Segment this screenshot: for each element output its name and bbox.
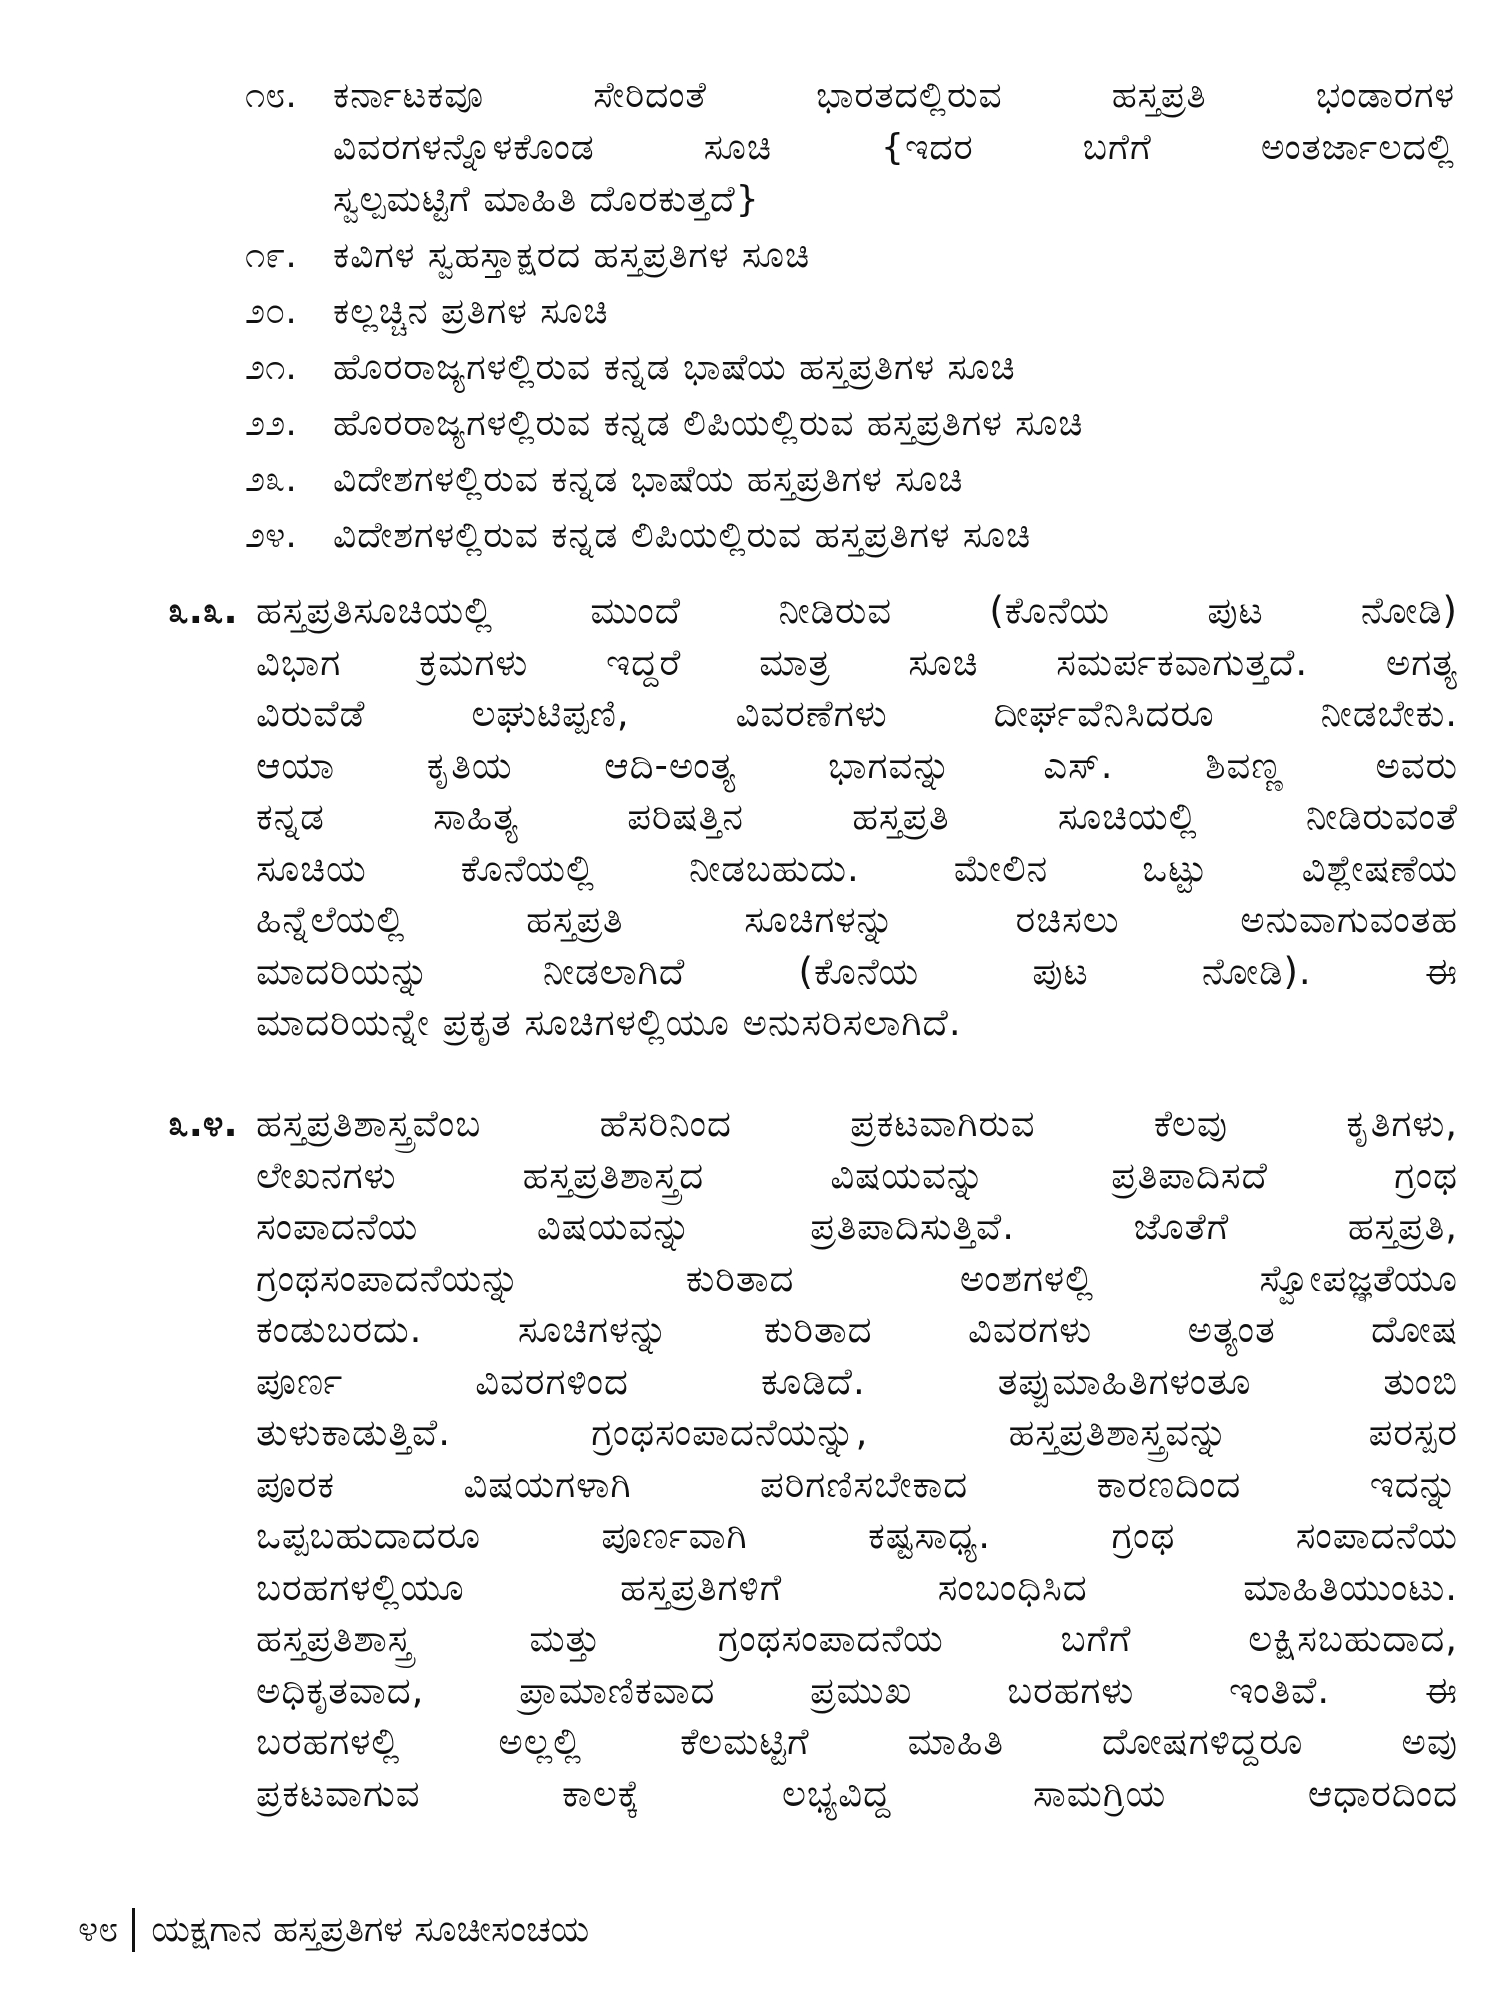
text-line: ಗ್ರಂಥಸಂಪಾದನೆಯನ್ನು ಕುರಿತಾದ ಅಂಶಗಳಲ್ಲಿ ಸ್ವೋಪಜ್ಞತೆಯೂ: [256, 1256, 1458, 1300]
list-item-number: ೨೦.: [245, 291, 297, 332]
text-line: ಒಪ್ಪಬಹುದಾದರೂ ಪೂರ್ಣವಾಗಿ ಕಷ್ಟಸಾಧ್ಯ. ಗ್ರಂಥ ಸಂಪಾದನೆಯ: [256, 1514, 1458, 1557]
paragraph-text: [256, 1098, 1458, 1819]
text-line: ಸಂಪಾದನೆಯ ವಿಷಯವನ್ನು ಪ್ರತಿಪಾದಿಸುತ್ತಿವೆ. ಜೊತೆಗೆ ಹಸ್ತಪ್ರತಿ,: [256, 1205, 1458, 1248]
list-item: [245, 230, 1455, 282]
page-number: ೪೮: [78, 1909, 119, 1950]
numbered-list: [245, 70, 1455, 566]
list-item: [245, 70, 1455, 226]
text-line: ಆಯಾ ಕೃತಿಯ ಆದಿ-ಅಂತ್ಯ ಭಾಗವನ್ನು ಎಸ್. ಶಿವಣ್ಣ ಅವರು: [256, 743, 1458, 787]
paragraph-3-3: [168, 585, 1458, 1049]
paragraph-3-4: [168, 1098, 1458, 1819]
text-line: ಪ್ರಕಟವಾಗುವ ಕಾಲಕ್ಕೆ ಲಭ್ಯವಿದ್ದ ಸಾಮಗ್ರಿಯ ಆಧಾರದಿಂದ: [256, 1771, 1458, 1815]
list-item-number: ೧೯.: [245, 235, 297, 276]
text-line: ಸೂಚಿಯ ಕೊನೆಯಲ್ಲಿ ನೀಡಬಹುದು. ಮೇಲಿನ ಒಟ್ಟು ವಿಶ್ಲೇಷಣೆಯ: [256, 846, 1458, 890]
text-line: ಅಧಿಕೃತವಾದ, ಪ್ರಾಮಾಣಿಕವಾದ ಪ್ರಮುಖ ಬರಹಗಳು ಇಂತಿವೆ. ಈ: [256, 1668, 1458, 1712]
text-line: ತುಳುಕಾಡುತ್ತಿವೆ. ಗ್ರಂಥಸಂಪಾದನೆಯನ್ನು, ಹಸ್ತಪ್ರತಿಶಾಸ್ತ್ರವನ್ನು ಪರಸ್ಪರ: [256, 1411, 1458, 1454]
text-line: ಬರಹಗಳಲ್ಲಿಯೂ ಹಸ್ತಪ್ರತಿಗಳಿಗೆ ಸಂಬಂಧಿಸಿದ ಮಾಹಿತಿಯುಂಟು.: [256, 1565, 1458, 1609]
list-item: [245, 398, 1455, 450]
list-item: [245, 286, 1455, 338]
text-line: ಮಾದರಿಯನ್ನೇ ಪ್ರಕೃತ ಸೂಚಿಗಳಲ್ಲಿಯೂ ಅನುಸರಿಸಲಾಗಿದೆ.: [256, 1001, 962, 1044]
list-item: [245, 342, 1455, 394]
list-item-line: ವಿವರಗಳನ್ನೊಳಕೊಂಡ ಸೂಚಿ {ಇದರ ಬಗೆಗೆ ಅಂತರ್ಜಾಲದಲ್ಲಿ: [333, 127, 1455, 168]
text-line: ಪೂರ್ಣ ವಿವರಗಳಿಂದ ಕೂಡಿದೆ. ತಪ್ಪುಮಾಹಿತಿಗಳಂತೂ ತುಂಬಿ: [256, 1359, 1458, 1403]
text-line: ಹಸ್ತಪ್ರತಿಶಾಸ್ತ್ರ ಮತ್ತು ಗ್ರಂಥಸಂಪಾದನೆಯ ಬಗೆಗೆ ಲಕ್ಷಿಸಬಹುದಾದ,: [256, 1617, 1458, 1660]
list-item-line: ಹೊರರಾಜ್ಯಗಳಲ್ಲಿರುವ ಕನ್ನಡ ಭಾಷೆಯ ಹಸ್ತಪ್ರತಿಗಳ ಸೂಚಿ: [333, 347, 1016, 388]
list-item-line: ಹೊರರಾಜ್ಯಗಳಲ್ಲಿರುವ ಕನ್ನಡ ಲಿಪಿಯಲ್ಲಿರುವ ಹಸ್ತಪ್ರತಿಗಳ ಸೂಚಿ: [333, 403, 1084, 444]
paragraph-number: ೩.೩.: [168, 589, 238, 632]
paragraph-number: ೩.೪.: [168, 1102, 238, 1145]
list-item-line: ವಿದೇಶಗಳಲ್ಲಿರುವ ಕನ್ನಡ ಲಿಪಿಯಲ್ಲಿರುವ ಹಸ್ತಪ್ರತಿಗಳ ಸೂಚಿ: [333, 515, 1032, 556]
text-line: ಪೂರಕ ವಿಷಯಗಳಾಗಿ ಪರಿಗಣಿಸಬೇಕಾದ ಕಾರಣದಿಂದ ಇದನ್ನು: [256, 1462, 1458, 1506]
list-item-line: ಸ್ವಲ್ಪಮಟ್ಟಿಗೆ ಮಾಹಿತಿ ದೊರಕುತ್ತದೆ}: [333, 179, 760, 220]
list-item-number: ೨೨.: [245, 403, 297, 444]
page-footer: [78, 1905, 589, 1955]
text-line: ಹಸ್ತಪ್ರತಿಶಾಸ್ತ್ರವೆಂಬ ಹೆಸರಿನಿಂದ ಪ್ರಕಟವಾಗಿರುವ ಕೆಲವು ಕೃತಿಗಳು,: [256, 1102, 1458, 1145]
list-item: [245, 454, 1455, 506]
text-line: ಕನ್ನಡ ಸಾಹಿತ್ಯ ಪರಿಷತ್ತಿನ ಹಸ್ತಪ್ರತಿ ಸೂಚಿಯಲ್ಲಿ ನೀಡಿರುವಂತೆ: [256, 795, 1458, 838]
list-item-line: ಕವಿಗಳ ಸ್ವಹಸ್ತಾಕ್ಷರದ ಹಸ್ತಪ್ರತಿಗಳ ಸೂಚಿ: [333, 235, 811, 276]
text-line: ಬರಹಗಳಲ್ಲಿ ಅಲ್ಲಲ್ಲಿ ಕೆಲಮಟ್ಟಿಗೆ ಮಾಹಿತಿ ದೋಷಗಳಿದ್ದರೂ ಅವು: [256, 1720, 1458, 1763]
list-item-number: ೧೮.: [245, 75, 297, 116]
list-item-line: ಕರ್ನಾಟಕವೂ ಸೇರಿದಂತೆ ಭಾರತದಲ್ಲಿರುವ ಹಸ್ತಪ್ರತಿ ಭಂಡಾರಗಳ: [333, 75, 1455, 116]
text-line: ಹಸ್ತಪ್ರತಿಸೂಚಿಯಲ್ಲಿ ಮುಂದೆ ನೀಡಿರುವ (ಕೊನೆಯ ಪುಟ ನೋಡಿ): [256, 589, 1458, 632]
text-line: ಮಾದರಿಯನ್ನು ನೀಡಲಾಗಿದೆ (ಕೊನೆಯ ಪುಟ ನೋಡಿ). ಈ: [256, 949, 1458, 993]
book-title: ಯಕ್ಷಗಾನ ಹಸ್ತಪ್ರತಿಗಳ ಸೂಚೀಸಂಚಯ: [151, 1909, 590, 1950]
text-line: ಕಂಡುಬರದು. ಸೂಚಿಗಳನ್ನು ಕುರಿತಾದ ವಿವರಗಳು ಅತ್ಯಂತ ದೋಷ: [256, 1308, 1458, 1351]
text-line: ಹಿನ್ನೆಲೆಯಲ್ಲಿ ಹಸ್ತಪ್ರತಿ ಸೂಚಿಗಳನ್ನು ರಚಿಸಲು ಅನುವಾಗುವಂತಹ: [256, 898, 1458, 941]
list-item: [245, 510, 1455, 562]
text-line: ವಿಭಾಗ ಕ್ರಮಗಳು ಇದ್ದರೆ ಮಾತ್ರ ಸೂಚಿ ಸಮರ್ಪಕವಾಗುತ್ತದೆ. ಅಗತ್ಯ: [256, 640, 1458, 684]
list-item-number: ೨೩.: [245, 459, 297, 500]
footer-divider: [132, 1908, 135, 1952]
text-line: ಲೇಖನಗಳು ಹಸ್ತಪ್ರತಿಶಾಸ್ತ್ರದ ವಿಷಯವನ್ನು ಪ್ರತಿಪಾದಿಸದೆ ಗ್ರಂಥ: [256, 1153, 1458, 1197]
list-item-number: ೨೪.: [245, 515, 297, 556]
list-item-line: ವಿದೇಶಗಳಲ್ಲಿರುವ ಕನ್ನಡ ಭಾಷೆಯ ಹಸ್ತಪ್ರತಿಗಳ ಸೂಚಿ: [333, 459, 964, 500]
paragraph-text: [256, 585, 1458, 1049]
text-line: ವಿರುವೆಡೆ ಲಘುಟಿಪ್ಪಣಿ, ವಿವರಣೆಗಳು ದೀರ್ಘವೆನಿಸಿದರೂ ನೀಡಬೇಕು.: [256, 692, 1458, 735]
list-item-number: ೨೧.: [245, 347, 297, 388]
list-item-line: ಕಲ್ಲಚ್ಚಿನ ಪ್ರತಿಗಳ ಸೂಚಿ: [333, 291, 609, 332]
